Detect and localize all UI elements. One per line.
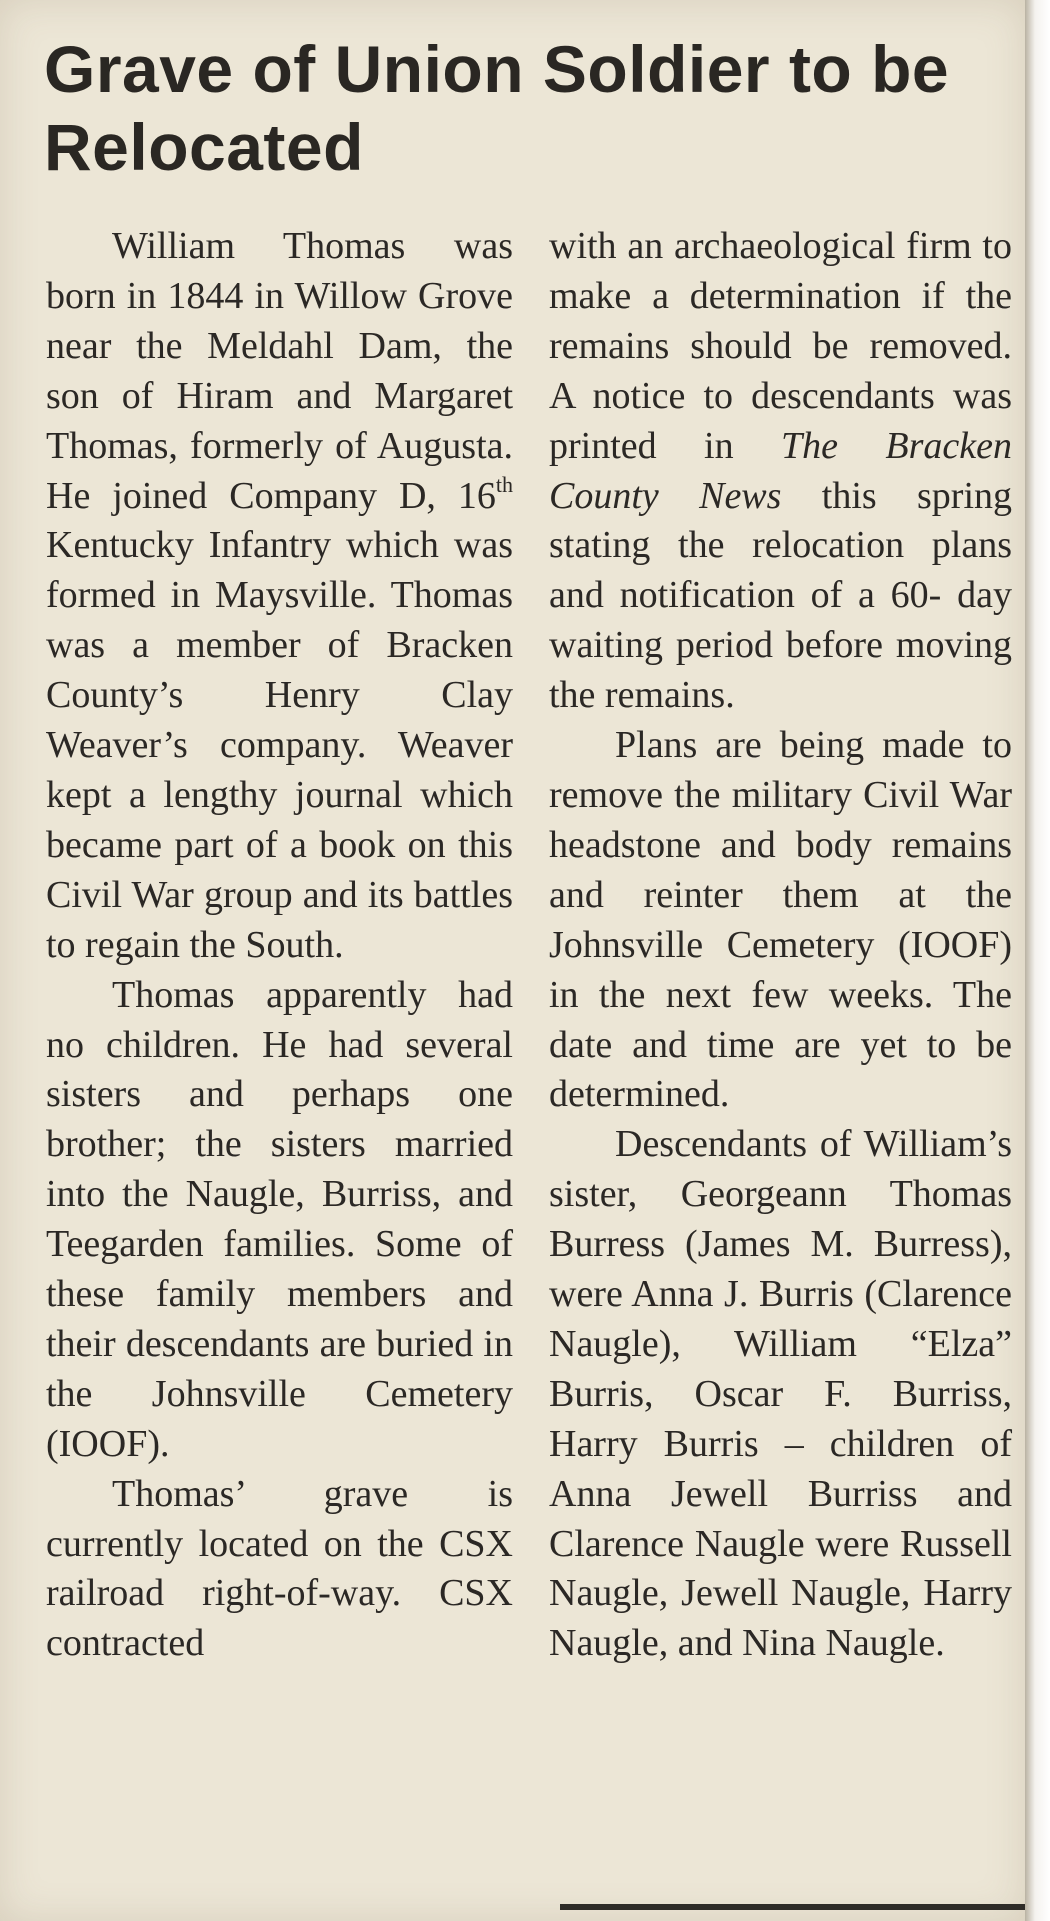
paragraph-5: Descendants of William’s sister, Georgeann Thomas Burress (James M. Burress), were Anna J. Burris (Clarence Naugle), William “Elza” Burris, Oscar F. Burriss, Harry Burris – children of Anna Jewell Burriss and Clarence Naugle were Russell Naugle, Jewell Naugle, Harry Naugle, and Nina Naugle. — [549, 1123, 1012, 1665]
paragraph-3-continued — [549, 222, 1012, 721]
bottom-rule — [560, 1904, 1025, 1910]
paragraph-3: Thomas’ grave is currently located on the CSX railroad right-of-way. CSX contracted — [46, 1472, 513, 1665]
paragraph-1 — [46, 222, 513, 971]
paragraph-1-text-b: Kentucky Infantry which was formed in Maysville. Thomas was a member of Bracken County’s Henry Clay Weaver’s company. Weaver kept a lengthy journal which became part of a book on this Civil War group and its battles to regain the South. — [46, 524, 513, 966]
superscript-th: th — [495, 471, 513, 497]
right-column — [549, 222, 1012, 1669]
paragraph-3-cont-text-b: this spring stating the relocation plans and notification of a 60- day waiting period before moving the remains. — [549, 474, 1013, 717]
headline: Grave of Union Soldier to be Relocated — [44, 32, 950, 184]
paragraph-4: Plans are being made to remove the military Civil War headstone and body remains and reinter them at the Johnsville Cemetery (IOOF) in the next few weeks. The date and time are yet to be determined. — [549, 724, 1012, 1116]
left-column — [46, 222, 513, 1669]
clipping-edge — [1025, 0, 1050, 1921]
paragraph-3-cont-text-a: with an archaeological firm to make a determination if the remains should be removed. A notice to descendants was printed in — [549, 225, 1012, 467]
paragraph-2: Thomas apparently had no children. He had several sisters and perhaps one brother; the sisters married into the Naugle, Burriss, and Teegarden families. Some of these family members and their descendants are buried in the Johnsville Cemetery (IOOF). — [46, 973, 513, 1465]
paragraph-1-text-a: William Thomas was born in 1844 in Willow Grove near the Meldahl Dam, the son of Hiram and Margaret Thomas, formerly of Augusta. He joined Company D, 16 — [46, 225, 513, 517]
newspaper-name: The Bracken County News — [549, 424, 1012, 517]
